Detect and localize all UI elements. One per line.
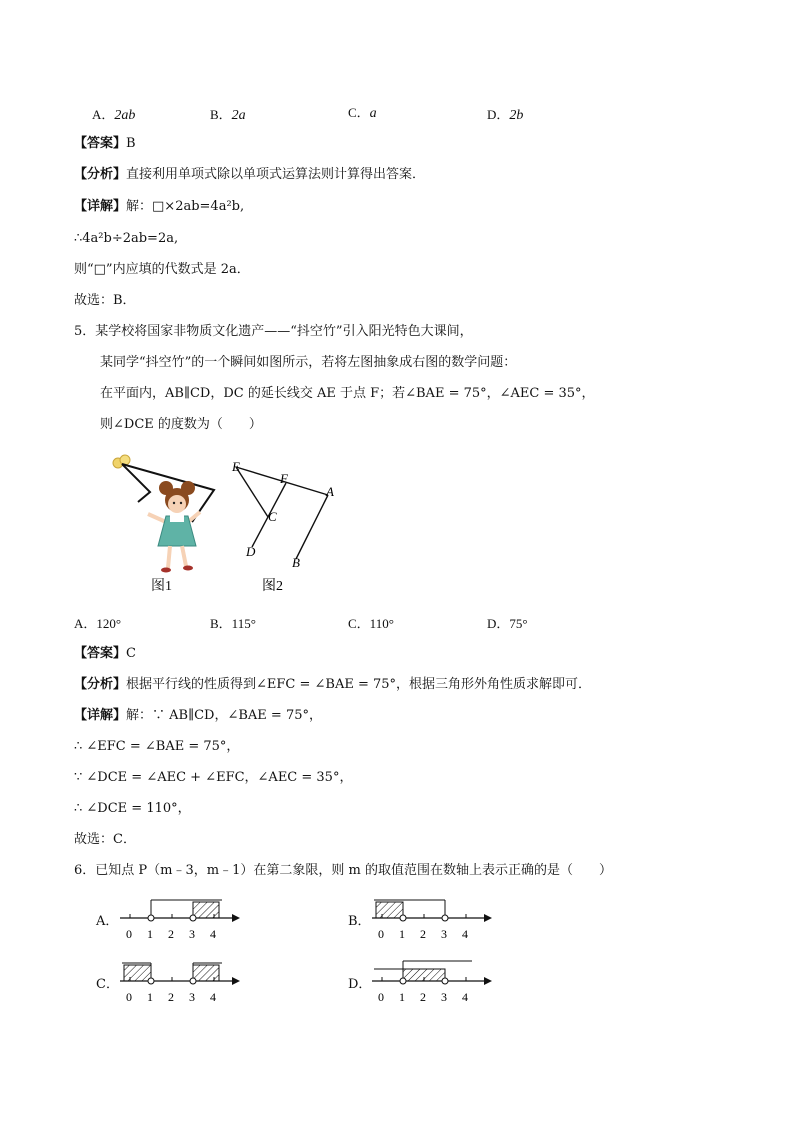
svg-text:4: 4 — [210, 927, 216, 941]
q5-stem-line-2: 某同学“抖空竹”的一个瞬间如图所示，若将左图抽象成右图的数学问题： — [100, 355, 517, 370]
q5-answer: 【答案】C — [74, 646, 136, 661]
svg-text:4: 4 — [462, 990, 468, 1004]
q4-option-d: D．2b — [487, 107, 524, 123]
q6-number-line-d — [370, 955, 495, 1007]
q6-option-c-letter: C． — [96, 977, 119, 992]
q6-option-d-letter: D． — [348, 977, 372, 992]
q4-option-b: B．2a — [210, 107, 246, 123]
q5-detail-line-4: ∴ ∠DCE = 110°， — [74, 801, 191, 816]
q4-detail-line-1: 【详解】解：□×2ab=4a²b, — [74, 199, 245, 214]
q5-analysis: 【分析】根据平行线的性质得到∠EFC = ∠BAE = 75°，根据三角形外角性质求解即可． — [74, 677, 592, 692]
figure-1-caption: 图1 — [151, 579, 172, 594]
figure-2-diagram — [222, 455, 352, 600]
svg-text:4: 4 — [462, 927, 468, 941]
q6-number-line-b — [370, 892, 495, 944]
line-ab — [296, 495, 328, 559]
svg-text:2: 2 — [168, 990, 174, 1004]
svg-text:3: 3 — [189, 927, 195, 941]
q5-stem-line-1: 5．某学校将国家非物质文化遗产——“抖空竹”引入阳光特色大课间， — [74, 324, 473, 339]
point-label-c: C — [268, 509, 277, 524]
point-label-a: A — [326, 484, 334, 499]
figure-2-caption: 图2 — [262, 579, 283, 594]
figure-1-illustration — [108, 450, 228, 600]
svg-text:1: 1 — [399, 990, 405, 1004]
svg-text:0: 0 — [378, 990, 384, 1004]
svg-text:0: 0 — [126, 927, 132, 941]
svg-text:1: 1 — [147, 927, 153, 941]
q6-number-line-c — [118, 955, 243, 1007]
q5-stem-line-3: 在平面内，AB∥CD，DC 的延长线交 AE 于点 F；若∠BAE = 75°，∠AEC = 35°， — [100, 386, 595, 401]
q6-option-a-letter: A． — [96, 914, 119, 929]
q5-option-b: B．115° — [210, 616, 256, 631]
q4-conclusion: 故选：B． — [74, 293, 136, 308]
q5-option-d: D．75° — [487, 616, 528, 631]
q4-detail-line-2: ∴4a²b÷2ab=2a, — [74, 231, 179, 246]
svg-text:1: 1 — [399, 927, 405, 941]
svg-text:0: 0 — [378, 927, 384, 941]
q4-option-a: A．2ab — [92, 107, 136, 123]
q6-option-b-letter: B． — [348, 914, 371, 929]
q5-detail-line-2: ∴ ∠EFC = ∠BAE = 75°， — [74, 739, 240, 754]
point-label-e: E — [232, 459, 240, 474]
svg-text:3: 3 — [441, 927, 447, 941]
q4-analysis: 【分析】直接利用单项式除以单项式运算法则计算得出答案． — [74, 167, 426, 182]
point-label-d: D — [246, 544, 256, 559]
svg-text:0: 0 — [126, 990, 132, 1004]
point-label-f: F — [280, 471, 288, 486]
q4-answer: 【答案】B — [74, 136, 136, 151]
svg-text:2: 2 — [420, 927, 426, 941]
q4-option-c: C．a — [348, 105, 377, 121]
q6-stem: 6．已知点 P（m﹣3，m﹣1）在第二象限，则 m 的取值范围在数轴上表示正确的是（ ） — [74, 863, 612, 878]
q6-number-line-a — [118, 892, 243, 944]
svg-text:3: 3 — [441, 990, 447, 1004]
point-label-b: B — [292, 555, 300, 570]
q5-conclusion: 故选：C． — [74, 832, 136, 847]
q5-detail-line-1: 【详解】解：∵ AB∥CD，∠BAE = 75°， — [74, 708, 322, 723]
svg-text:3: 3 — [189, 990, 195, 1004]
q5-detail-line-3: ∵ ∠DCE = ∠AEC + ∠EFC，∠AEC = 35°， — [74, 770, 353, 785]
svg-text:2: 2 — [168, 927, 174, 941]
svg-text:4: 4 — [210, 990, 216, 1004]
q5-stem-line-4: 则∠DCE 的度数为（ ） — [100, 417, 262, 432]
svg-text:1: 1 — [147, 990, 153, 1004]
svg-text:2: 2 — [420, 990, 426, 1004]
line-ec — [236, 467, 268, 517]
q5-option-a: A．120° — [74, 616, 122, 631]
q4-detail-line-3: 则“□”内应填的代数式是 2a． — [74, 262, 250, 277]
q5-option-c: C．110° — [348, 616, 394, 631]
